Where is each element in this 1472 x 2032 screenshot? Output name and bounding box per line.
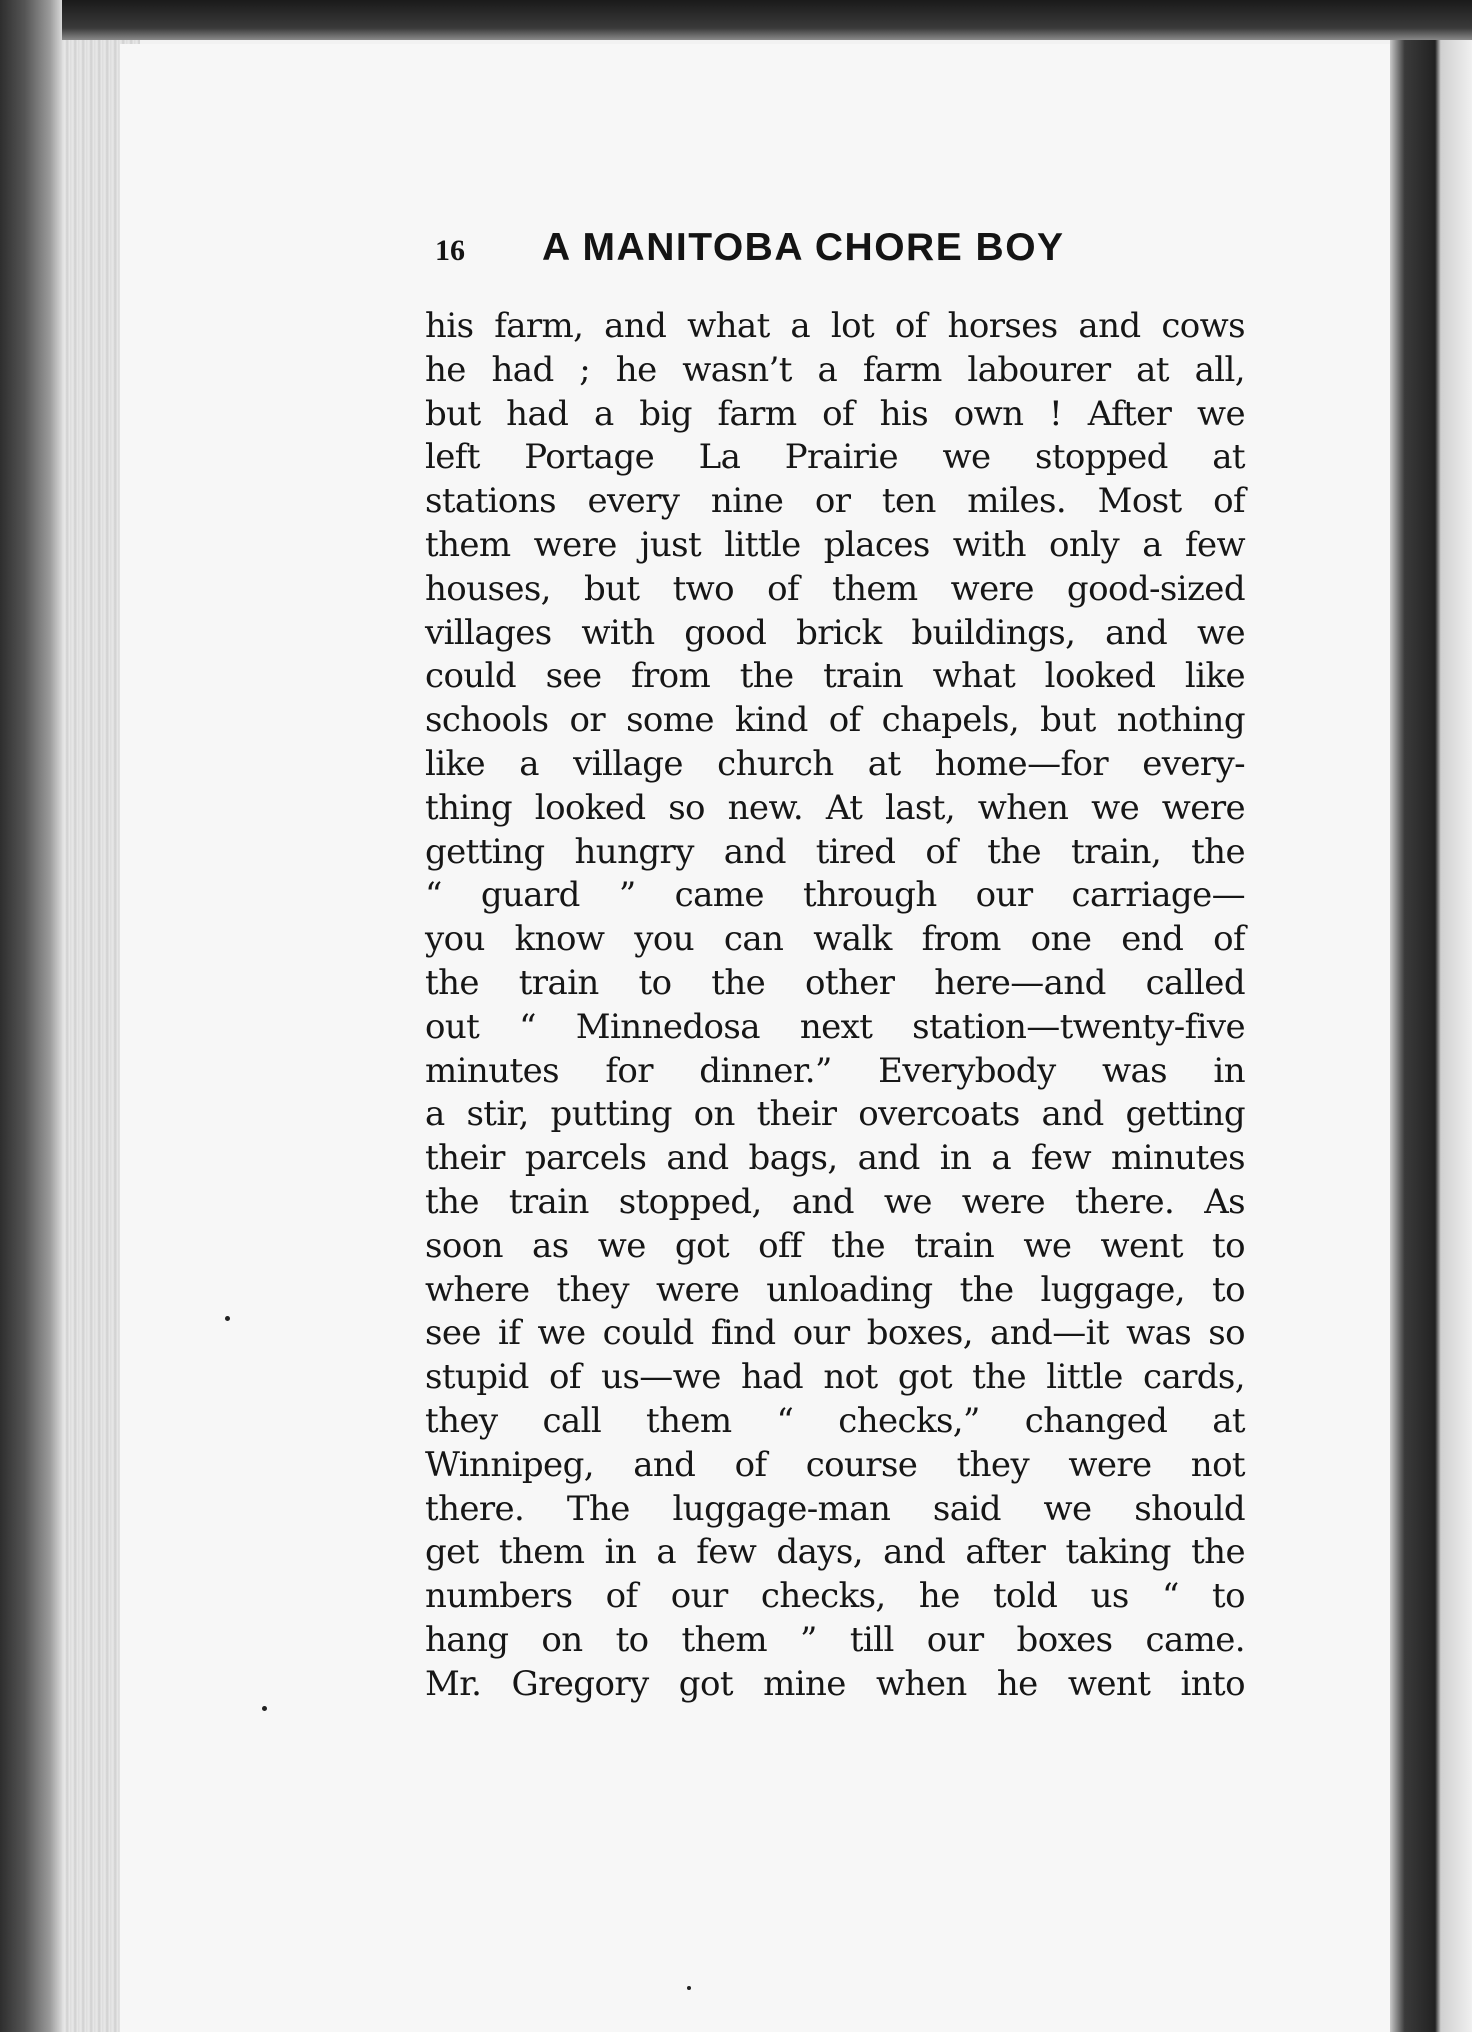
dust-speck <box>262 1706 267 1711</box>
book-binding-edge <box>0 0 62 2032</box>
text-line: houses, but two of them were good-sized <box>425 568 1245 609</box>
page-number: 16 <box>435 234 465 267</box>
text-line: you know you can walk from one end of <box>425 919 1245 960</box>
text-line: schools or some kind of chapels, but nothing <box>425 700 1245 741</box>
text-line: their parcels and bags, and in a few minutes <box>425 1138 1245 1179</box>
text-line: like a village church at home—for every- <box>425 743 1245 784</box>
text-line: Mr. Gregory got mine when he went into <box>425 1663 1245 1704</box>
text-line: the train stopped, and we were there. As <box>425 1181 1245 1222</box>
running-title: A MANITOBA CHORE BOY <box>542 226 1065 269</box>
text-line: left Portage La Prairie we stopped at <box>425 437 1245 478</box>
text-line: a stir, putting on their overcoats and getting <box>425 1094 1245 1135</box>
text-line: see if we could find our boxes, and—it was so <box>425 1313 1245 1354</box>
text-line: thing looked so new. At last, when we were <box>425 787 1245 828</box>
text-line: minutes for dinner.” Everybody was in <box>425 1050 1245 1091</box>
dust-speck <box>687 1986 691 1990</box>
text-line: the train to the other here—and called <box>425 962 1245 1003</box>
text-line: stupid of us—we had not got the little cards, <box>425 1357 1245 1398</box>
text-line: stations every nine or ten miles. Most of <box>425 481 1245 522</box>
text-line: villages with good brick buildings, and we <box>425 612 1245 653</box>
text-line: hang on to them ” till our boxes came. <box>425 1619 1245 1660</box>
scan-border-right <box>1390 40 1472 2032</box>
scan-border-top <box>0 0 1472 40</box>
dust-speck <box>225 1316 230 1321</box>
running-head <box>435 226 1115 286</box>
text-line: Winnipeg, and of course they were not <box>425 1444 1245 1485</box>
text-line: he had ; he wasn’t a farm labourer at all, <box>425 349 1245 390</box>
text-line: they call them “ checks,” changed at <box>425 1400 1245 1441</box>
text-line: there. The luggage-man said we should <box>425 1488 1245 1529</box>
text-line: where they were unloading the luggage, to <box>425 1269 1245 1310</box>
text-line: out “ Minnedosa next station—twenty-five <box>425 1006 1245 1047</box>
text-line: getting hungry and tired of the train, the <box>425 831 1245 872</box>
body-text <box>425 305 1245 1707</box>
text-line: could see from the train what looked like <box>425 656 1245 697</box>
text-line: “ guard ” came through our carriage— <box>425 875 1245 916</box>
text-line: get them in a few days, and after taking the <box>425 1532 1245 1573</box>
text-line: his farm, and what a lot of horses and cows <box>425 306 1245 346</box>
text-line: them were just little places with only a few <box>425 524 1245 565</box>
text-line: but had a big farm of his own ! After we <box>425 393 1245 434</box>
text-line: numbers of our checks, he told us “ to <box>425 1576 1245 1617</box>
text-line: soon as we got off the train we went to <box>425 1225 1245 1266</box>
